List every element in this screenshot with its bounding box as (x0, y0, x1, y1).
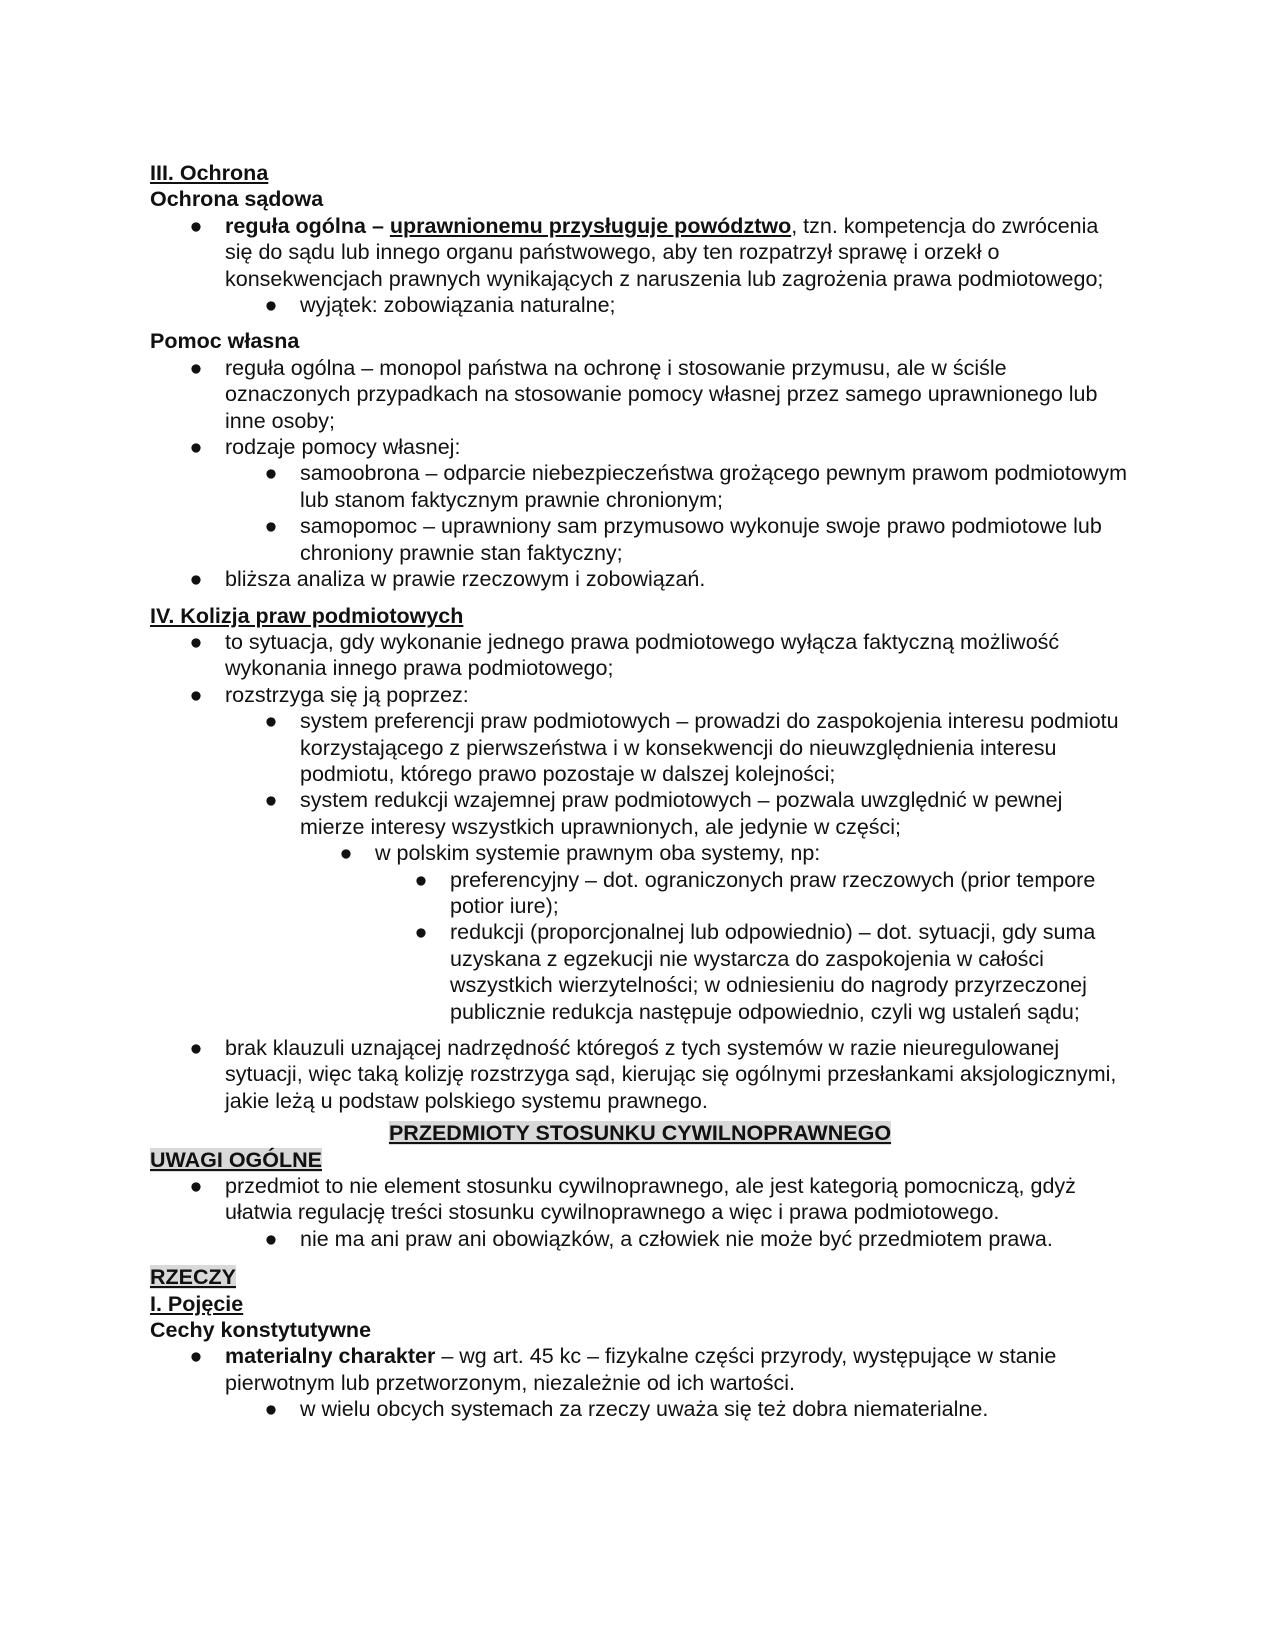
sublist (414, 867, 1130, 1025)
list-item (189, 355, 1130, 434)
dash: – (365, 213, 390, 238)
bullet-icon: ● (189, 213, 203, 238)
list-item (264, 1226, 1130, 1252)
list-item (189, 682, 1130, 1025)
heading-rzeczy: RZECZY (150, 1265, 236, 1290)
list-item (414, 919, 1130, 1025)
subheading-pomoc-wlasna: Pomoc własna (150, 329, 300, 354)
bullet-icon: ● (414, 867, 428, 892)
list-text: wyjątek: zobowiązania naturalne; (300, 293, 616, 318)
bullet-icon: ● (264, 461, 278, 486)
term-powodztwo: uprawnionemu przysługuje powództwo (389, 213, 792, 238)
list-item (189, 1343, 1130, 1422)
section-title-kolizja: IV. Kolizja praw podmiotowych (150, 603, 464, 628)
list-text: przedmiot to nie element stosunku cywilnoprawnego, ale jest kategorią pomocniczą, gdyż ułatwia regulację treści stosunku cywilnoprawnego a więc i prawa podmiotowego. (225, 1174, 1076, 1225)
list-item (339, 840, 1130, 1025)
sublist (264, 1396, 1130, 1422)
term-materialny-charakter: materialny charakter (225, 1344, 436, 1369)
list-pomoc-wlasna (189, 355, 1130, 593)
list-text: preferencyjny – dot. ograniczonych praw rzeczowych (prior tempore potior iure); (450, 867, 1096, 918)
list-item (189, 213, 1130, 319)
bullet-icon: ● (189, 1036, 203, 1060)
list-text: rozstrzyga się ją poprzez: (225, 682, 469, 707)
list-item (264, 1396, 1130, 1422)
list-item (189, 629, 1130, 682)
bullet-icon: ● (264, 1226, 278, 1251)
list-text: to sytuacja, gdy wykonanie jednego prawa podmiotowego wyłącza faktyczną możliwość wykonania innego prawa podmiotowego; (225, 629, 1060, 681)
bullet-icon: ● (189, 629, 203, 654)
bullet-icon: ● (264, 1397, 278, 1422)
list-item (414, 867, 1130, 920)
list-item (264, 787, 1130, 1025)
heading-uwagi-ogolne-wrap (150, 1147, 1130, 1173)
list-text: reguła ogólna – monopol państwa na ochronę i stosowanie przymusu, ale w ściśle oznaczonych przypadkach na stosowanie pomocy własnej przez samego uprawnionego lub inne osoby; (225, 355, 1098, 433)
list-text: redukcji (proporcjonalnej lub odpowiednio) – dot. sytuacji, gdy suma uzyskana z egzekucji nie wystarcza do zaspokojenia w całości wszystkich wierzytelności; w odniesieniu do nagrody przyrzeczonej publicznie redukcja następuje odpowiednio, czyli wg ustaleń sądu; (450, 920, 1096, 1024)
list-text: w polskim systemie prawnym oba systemy, np: (375, 841, 821, 866)
bullet-icon: ● (264, 788, 278, 813)
list-item (189, 1173, 1130, 1252)
list-text: brak klauzuli uznającej nadrzędność któregoś z tych systemów w razie nieuregulowanej sytuacji, więc taką kolizję rozstrzyga sąd, kierując się ogólnymi przesłankami aksjologicznymi, jakie leżą u podstaw polskiego systemu prawnego. (225, 1036, 1117, 1113)
bullet-icon: ● (189, 1174, 203, 1199)
definition-text: , tzn. kompetencja do zwrócenia się do sądu lub innego organu państwowego, aby ten rozpatrzył sprawę i orzekł o konsekwencjach prawnych wynikających z naruszenia lub zagrożenia prawa podmiotowego; (225, 213, 1104, 291)
bullet-icon: ● (264, 709, 278, 734)
list-text: samoobrona – odparcie niebezpieczeństwa grożącego pewnym prawom podmiotowym lub stanom faktycznym prawnie chronionym; (300, 461, 1127, 512)
document-page (150, 160, 1130, 1423)
list-text: rodzaje pomocy własnej: (225, 435, 461, 460)
list-item (264, 292, 1130, 318)
bullet-icon: ● (189, 1344, 203, 1369)
list-text: bliższa analiza w prawie rzeczowym i zobowiązań. (225, 567, 706, 592)
list-item (189, 566, 1130, 592)
bullet-icon: ● (189, 435, 203, 460)
list-cechy (189, 1343, 1130, 1422)
list-text: nie ma ani praw ani obowiązków, a człowiek nie może być przedmiotem prawa. (300, 1226, 1053, 1251)
bullet-icon: ● (264, 293, 278, 318)
list-item (189, 434, 1130, 566)
sublist (264, 292, 1130, 318)
heading-przedmioty-wrap (150, 1120, 1130, 1146)
list-text: system redukcji wzajemnej praw podmiotowych – pozwala uwzględnić w pewnej mierze interesy wszystkich uprawnionych, ale jedynie w części; (300, 788, 1063, 839)
heading-uwagi-ogolne: UWAGI OGÓLNE (150, 1147, 322, 1172)
sublist (264, 1226, 1130, 1252)
subheading-cechy: Cechy konstytutywne (150, 1318, 372, 1343)
bullet-icon: ● (189, 682, 203, 707)
bullet-icon: ● (189, 567, 203, 592)
list-item (264, 708, 1130, 787)
list-ochrona-sadowa (189, 213, 1130, 319)
list-text: system preferencji praw podmiotowych – prowadzi do zaspokojenia interesu podmiotu korzystającego z pierwszeństwa i w konsekwencji do nieuwzględnienia interesu podmiotu, którego prawo pozostaje w dalszej kolejności; (300, 709, 1119, 786)
bullet-icon: ● (264, 514, 278, 539)
definition-text: – wg art. 45 kc – fizykalne części przyrody, występujące w stanie pierwotnym lub przetworzonym, niezależnie od ich wartości. (225, 1344, 1057, 1395)
term-regula-ogolna: reguła ogólna (225, 213, 366, 238)
list-item (264, 460, 1130, 513)
list-item (189, 1035, 1130, 1114)
list-text: samopomoc – uprawniony sam przymusowo wykonuje swoje prawo podmiotowe lub chroniony prawnie stan faktyczny; (300, 514, 1102, 565)
heading-przedmioty: PRZEDMIOTY STOSUNKU CYWILNOPRAWNEGO (388, 1121, 892, 1146)
section-title-ochrona: III. Ochrona (150, 161, 269, 185)
list-kolizja (189, 629, 1130, 1114)
sublist (264, 460, 1130, 566)
bullet-icon: ● (414, 920, 428, 945)
section-title-pojecie: I. Pojęcie (150, 1291, 244, 1316)
list-uwagi (189, 1173, 1130, 1252)
sublist (339, 840, 1130, 1025)
list-text: w wielu obcych systemach za rzeczy uważa się też dobra niematerialne. (300, 1397, 989, 1422)
sublist (264, 708, 1130, 1025)
bullet-icon: ● (339, 841, 353, 866)
subheading-ochrona-sadowa: Ochrona sądowa (150, 187, 324, 212)
bullet-icon: ● (189, 355, 203, 380)
list-item (264, 513, 1130, 566)
heading-rzeczy-wrap (150, 1264, 1130, 1290)
